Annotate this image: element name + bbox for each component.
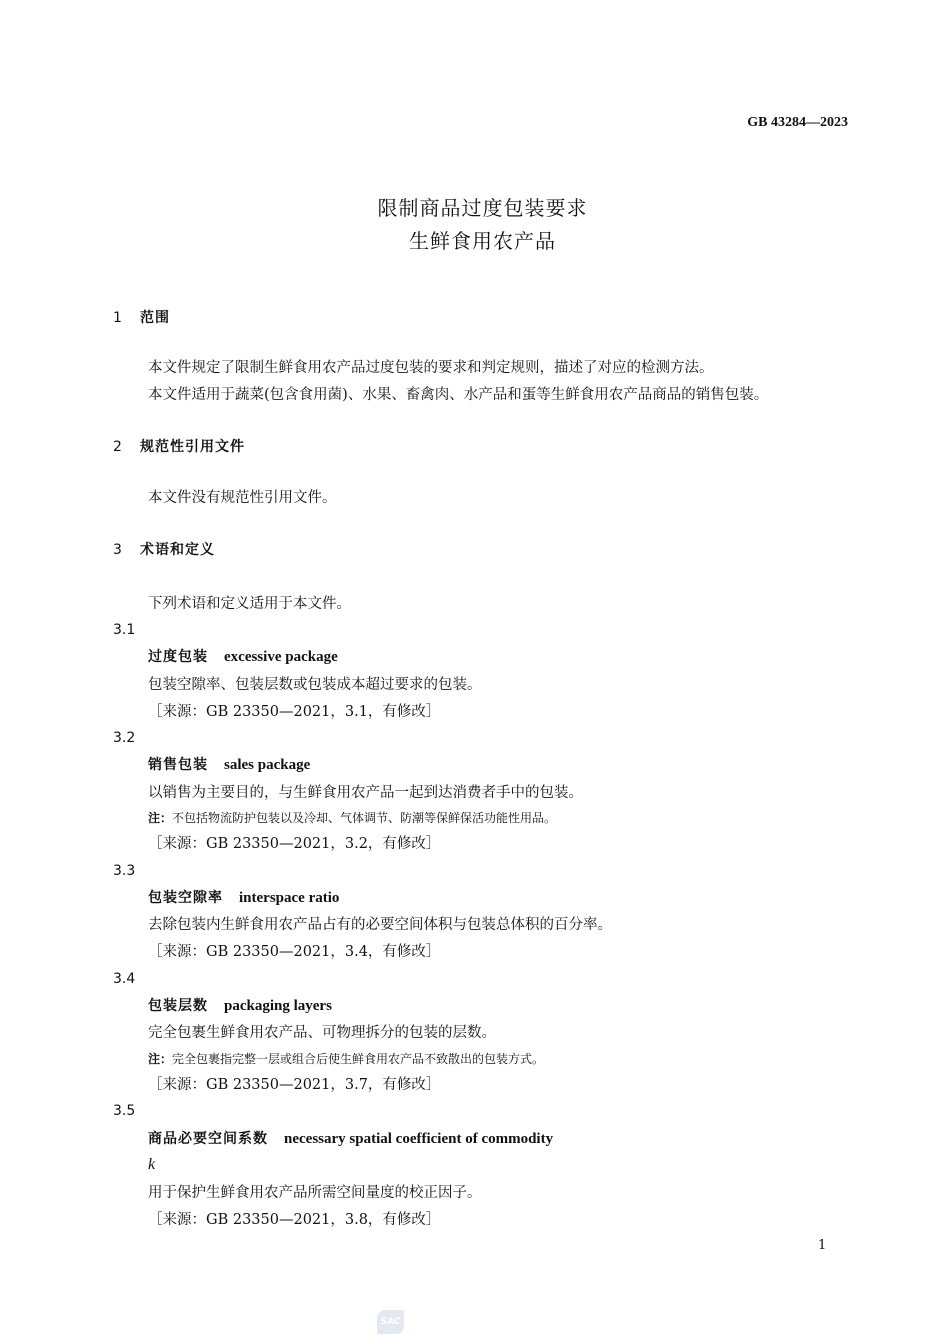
term-zh: 包装层数 [148, 998, 208, 1014]
paragraph: 本文件适用于蔬菜(包含食用菌)、水果、畜禽肉、水产品和蛋等生鲜食用农产品商品的销售包装。 [148, 387, 769, 403]
term-number: 3.5 [113, 1103, 136, 1119]
section-heading: 术语和定义 [140, 542, 215, 558]
note-text: 完全包裹指完整一层或组合后使生鲜食用农产品不致散出的包装方式。 [172, 1052, 545, 1066]
term-source: ［来源：GB 23350—2021，3.1，有修改］ [148, 704, 441, 720]
term-number: 3.2 [113, 730, 136, 746]
term-symbol: k [148, 1156, 156, 1173]
paragraph: 下列术语和定义适用于本文件。 [148, 596, 351, 612]
term-en: necessary spatial coefficient of commodity [284, 1131, 554, 1147]
document-title: 限制商品过度包装要求 [377, 196, 588, 220]
note-text: 不包括物流防护包装以及冷却、气体调节、防潮等保鲜保活功能性用品。 [172, 811, 557, 825]
document-subtitle: 生鲜食用农产品 [409, 229, 556, 253]
term-en: interspace ratio [239, 890, 340, 906]
term-source: ［来源：GB 23350—2021，3.7，有修改］ [148, 1077, 441, 1093]
page-number: 1 [818, 1238, 827, 1253]
term-heading [148, 1129, 553, 1149]
section-number: 3 [113, 542, 122, 558]
paragraph: 本文件规定了限制生鲜食用农产品过度包装的要求和判定规则，描述了对应的检测方法。 [148, 360, 714, 376]
term-definition: 包装空隙率、包装层数或包装成本超过要求的包装。 [148, 677, 482, 693]
term-heading [148, 888, 339, 908]
term-zh: 过度包装 [148, 649, 208, 665]
section-number: 2 [113, 439, 122, 455]
term-definition: 以销售为主要目的，与生鲜食用农产品一起到达消费者手中的包装。 [148, 785, 583, 801]
term-definition: 完全包裹生鲜食用农产品、可物理拆分的包装的层数。 [148, 1025, 496, 1041]
term-heading [148, 647, 338, 667]
standard-number: GB 43284—2023 [747, 115, 848, 130]
term-definition: 用于保护生鲜食用农产品所需空间量度的校正因子。 [148, 1185, 482, 1201]
term-en: sales package [224, 757, 311, 773]
term-source: ［来源：GB 23350—2021，3.8，有修改］ [148, 1212, 441, 1228]
term-definition: 去除包装内生鲜食用农产品占有的必要空间体积与包装总体积的百分率。 [148, 917, 612, 933]
term-note [148, 808, 556, 828]
section-number: 1 [113, 310, 122, 326]
section-heading: 规范性引用文件 [140, 439, 245, 455]
term-heading [148, 996, 332, 1016]
section-heading: 范围 [140, 310, 170, 326]
note-label: 注： [148, 811, 173, 825]
term-en: packaging layers [224, 998, 332, 1014]
term-zh: 销售包装 [148, 757, 208, 773]
term-en: excessive package [224, 649, 338, 665]
term-note [148, 1049, 544, 1069]
term-zh: 商品必要空间系数 [148, 1131, 268, 1147]
note-label: 注： [148, 1052, 173, 1066]
term-number: 3.1 [113, 622, 136, 638]
term-number: 3.3 [113, 863, 136, 879]
term-source: ［来源：GB 23350—2021，3.4，有修改］ [148, 944, 441, 960]
term-number: 3.4 [113, 971, 136, 987]
term-heading [148, 755, 310, 775]
term-source: ［来源：GB 23350—2021，3.2，有修改］ [148, 836, 441, 852]
sac-watermark-logo: SAC [377, 1310, 404, 1334]
paragraph: 本文件没有规范性引用文件。 [148, 490, 337, 506]
term-zh: 包装空隙率 [148, 890, 223, 906]
